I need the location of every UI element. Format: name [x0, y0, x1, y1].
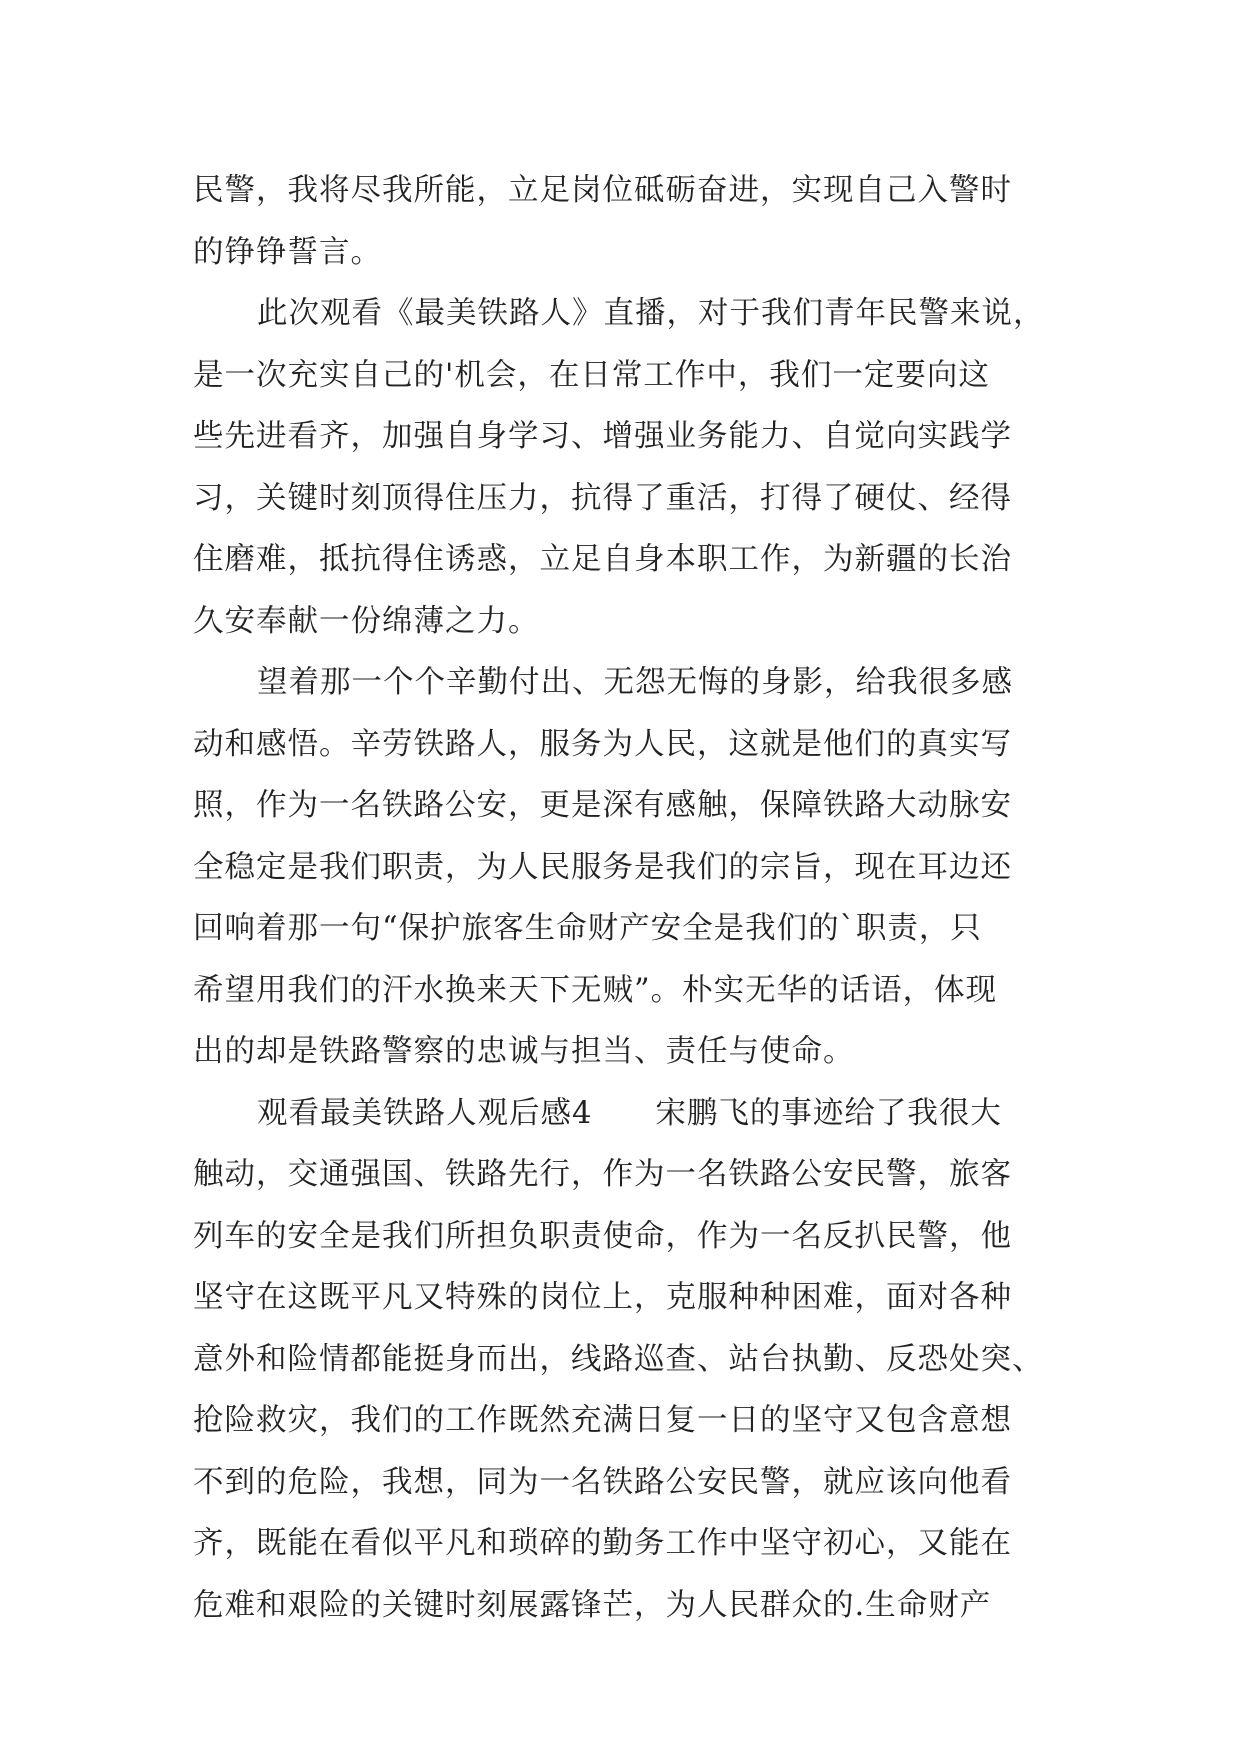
text-line: 全稳定是我们职责，为人民服务是我们的宗旨，现在耳边还	[193, 849, 1012, 885]
document-body	[193, 160, 1049, 1636]
text-line: 照，作为一名铁路公安，更是深有感触，保障铁路大动脉安	[193, 788, 1012, 823]
text-line: 列车的安全是我们所担负职责使命，作为一名反扒民警，他	[193, 1218, 1012, 1254]
text-line: 民警，我将尽我所能，立足岗位砥砺奋进，实现自己入警时	[193, 173, 1012, 208]
text-line: 习，关键时刻顶得住压力，抗得了重活，打得了硬仗、经得	[193, 480, 1012, 516]
paragraph-start-line: 望着那一个个辛勤付出、无怨无悔的身影，给我很多感	[257, 665, 1013, 700]
text-line: 希望用我们的汗水换来天下无贼”。朴实无华的话语，体现	[193, 972, 998, 1008]
text-line: 是一次充实自己的'机会，在日常工作中，我们一定要向这	[193, 357, 990, 393]
text-line: 齐，既能在看似平凡和琐碎的勤务工作中坚守初心，又能在	[193, 1526, 1012, 1561]
paragraph-start-line: 此次观看《最美铁路人》直播，对于我们青年民警来说，	[257, 296, 1045, 331]
text-line: 出的却是铁路警察的忠诚与担当、责任与使命。	[193, 1034, 855, 1069]
paragraph-start-line: 观看最美铁路人观后感4 宋鹏飞的事迹给了我很大	[257, 1095, 1002, 1131]
text-line: 危难和艰险的关键时刻展露锋芒，为人民群众的.生命财产	[193, 1587, 992, 1623]
text-line: 触动，交通强国、铁路先行，作为一名铁路公安民警，旅客	[193, 1157, 1012, 1192]
text-line: 动和感悟。辛劳铁路人，服务为人民，这就是他们的真实写	[193, 726, 1012, 762]
text-line: 意外和险情都能挺身而出，线路巡查、站台执勤、反恐处突、	[193, 1341, 1044, 1377]
text-line: 不到的危险，我想，同为一名铁路公安民警，就应该向他看	[193, 1464, 1012, 1500]
text-line: 的铮铮誓言。	[193, 234, 382, 270]
text-line: 些先进看齐，加强自身学习、增强业务能力、自觉向实践学	[193, 419, 1012, 454]
text-line: 久安奉献一份绵薄之力。	[193, 603, 540, 639]
text-line: 回响着那一句“保护旅客生命财产安全是我们的`职责，只	[193, 911, 982, 946]
text-line: 抢险救灾，我们的工作既然充满日复一日的坚守又包含意想	[193, 1403, 1012, 1438]
text-line: 住磨难，抵抗得住诱惑，立足自身本职工作，为新疆的长治	[193, 542, 1012, 577]
text-line: 坚守在这既平凡又特殊的岗位上，克服种种困难，面对各种	[193, 1280, 1012, 1315]
